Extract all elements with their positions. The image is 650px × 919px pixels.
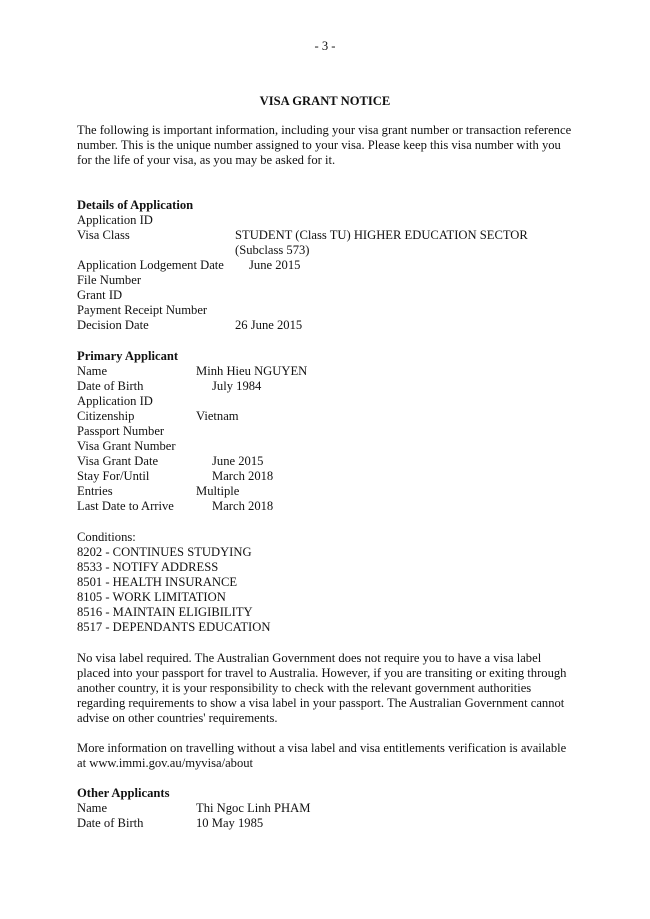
- detail-row-grant-id: [77, 288, 577, 303]
- applicant-row-application-id: [77, 394, 577, 409]
- conditions-section: [77, 530, 577, 635]
- other-applicants-section: [77, 786, 577, 831]
- detail-row-visa-class: [77, 228, 577, 258]
- field-label: Stay For/Until: [77, 469, 150, 483]
- field-label: Date of Birth: [77, 379, 144, 393]
- detail-row-decision-date: [77, 318, 577, 333]
- other-applicant-row-date-of-birth: [77, 816, 577, 831]
- field-label: Application ID: [77, 394, 153, 408]
- field-value: March 2018: [212, 499, 274, 513]
- field-label: Application ID: [77, 213, 153, 227]
- field-label: Last Date to Arrive: [77, 499, 174, 513]
- more-info-paragraph: More information on travelling without a visa label and visa entitlements verification is available at www.immi.gov.au/myvisa/about: [77, 741, 567, 770]
- other-applicant-row-name: [77, 801, 577, 816]
- condition-item: 8202 - CONTINUES STUDYING: [77, 545, 252, 559]
- field-label: Application Lodgement Date: [77, 258, 224, 272]
- condition-item: 8105 - WORK LIMITATION: [77, 590, 226, 604]
- applicant-row-last-date-to-arrive: [77, 499, 577, 514]
- field-label: Citizenship: [77, 409, 135, 423]
- section-heading: Details of Application: [77, 198, 194, 212]
- section-heading: Primary Applicant: [77, 349, 179, 363]
- detail-row-payment-receipt: [77, 303, 577, 318]
- condition-item: 8517 - DEPENDANTS EDUCATION: [77, 620, 271, 634]
- field-label: Visa Grant Number: [77, 439, 176, 453]
- condition-item: 8533 - NOTIFY ADDRESS: [77, 560, 219, 574]
- field-label: Visa Grant Date: [77, 454, 159, 468]
- field-value: July 1984: [212, 379, 262, 393]
- page-number: - 3 -: [314, 39, 336, 53]
- condition-item: 8501 - HEALTH INSURANCE: [77, 575, 238, 589]
- field-label: Decision Date: [77, 318, 149, 332]
- applicant-row-stay-for-until: [77, 469, 577, 484]
- field-value: June 2015: [212, 454, 264, 468]
- field-label: Date of Birth: [77, 816, 144, 830]
- field-label: Passport Number: [77, 424, 165, 438]
- page-title: VISA GRANT NOTICE: [259, 94, 391, 108]
- detail-row-application-id: [77, 213, 577, 228]
- field-label: File Number: [77, 273, 142, 287]
- field-label: Grant ID: [77, 288, 123, 302]
- field-label: Name: [77, 801, 108, 815]
- intro-paragraph: The following is important information, including your visa grant number or transaction reference number. This is the unique number assigned to your visa. Please keep this visa number with you for the life of your visa, as you may be asked for it.: [77, 123, 572, 167]
- applicant-row-citizenship: [77, 409, 577, 424]
- details-of-application-section: [77, 198, 577, 333]
- field-value: Minh Hieu NGUYEN: [196, 364, 308, 378]
- field-value: 26 June 2015: [235, 318, 303, 332]
- applicant-row-name: [77, 364, 577, 379]
- field-label: Entries: [77, 484, 113, 498]
- applicant-row-entries: [77, 484, 577, 499]
- conditions-heading: Conditions:: [77, 530, 136, 544]
- condition-item: 8516 - MAINTAIN ELIGIBILITY: [77, 605, 253, 619]
- field-label: Name: [77, 364, 108, 378]
- applicant-row-visa-grant-number: [77, 439, 577, 454]
- field-value: 10 May 1985: [196, 816, 264, 830]
- detail-row-file-number: [77, 273, 577, 288]
- detail-row-lodgement-date: [77, 258, 577, 273]
- field-label: Payment Receipt Number: [77, 303, 208, 317]
- field-value: Multiple: [196, 484, 240, 498]
- applicant-row-visa-grant-date: [77, 454, 577, 469]
- field-value: Vietnam: [196, 409, 239, 423]
- conditions-list: [77, 545, 577, 635]
- field-value: STUDENT (Class TU) HIGHER EDUCATION SECTOR (Subclass 573): [235, 228, 528, 257]
- primary-applicant-section: [77, 349, 577, 514]
- applicant-row-date-of-birth: [77, 379, 577, 394]
- field-value: March 2018: [212, 469, 274, 483]
- field-value: Thi Ngoc Linh PHAM: [196, 801, 311, 815]
- applicant-row-passport-number: [77, 424, 577, 439]
- field-label: Visa Class: [77, 228, 130, 242]
- field-value: June 2015: [249, 258, 301, 272]
- section-heading: Other Applicants: [77, 786, 170, 800]
- visa-label-note: No visa label required. The Australian Government does not require you to have a visa label placed into your passport for travel to Australia. However, if you are transiting or exiting through another country, it is your responsibility to check with the relevant government authorities regarding requirements to show a visa label in your passport. The Australian Government cannot advise on other countries' requirements.: [77, 651, 567, 725]
